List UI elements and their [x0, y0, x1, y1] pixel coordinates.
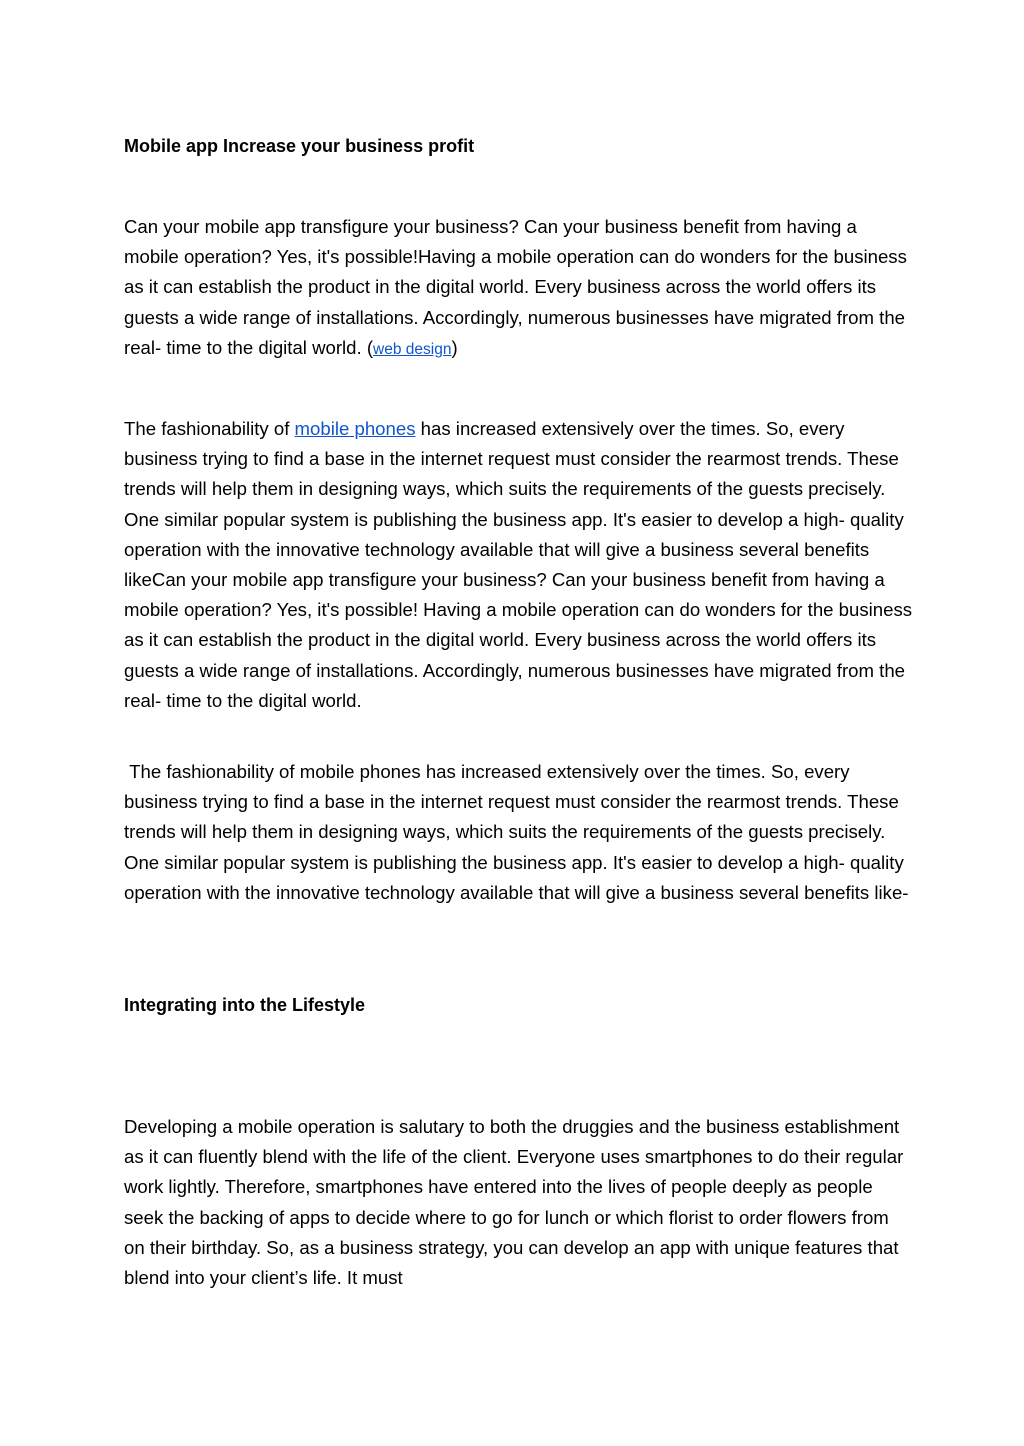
document-title: Mobile app Increase your business profit — [124, 136, 475, 156]
lifestyle-paragraph: Developing a mobile operation is salutary to both the druggies and the business establishment as it can fluently blend with the life of the client. Everyone uses smartphones to do their regular work lightly. Therefore, smartphones have entered into the lives of people deeply as people seek the backing of apps to decide where to go for lunch or which florist to order flowers from on their birthday. So, as a business strategy, you can develop an app with unique features that blend into your client’s life. It must — [124, 1116, 904, 1289]
section-heading-lifestyle: Integrating into the Lifestyle — [124, 995, 366, 1015]
para2-after-link: has increased extensively over the times. So, every business trying to find a base in the internet request must consider the rearmost trends. These trends will help them in designing ways, which suits the requirements of the guests precisely. One similar popular system is publishing the business app. It's easier to develop a high- quality operation with the innovative technology available that will give a business several benefits likeCan your mobile app transfigure your business? Can your business benefit from having a mobile operation? Yes, it's possible! Having a mobile operation can do wonders for the business as it can establish the product in the digital world. Every business across the world offers its guests a wide range of installations. Accordingly, numerous businesses have migrated from the real- time to the digital world. — [124, 418, 913, 711]
mobile-phones-link[interactable]: mobile phones — [294, 418, 416, 439]
fashionability-repeat-paragraph: The fashionability of mobile phones has increased extensively over the times. So, every business trying to find a base in the internet request must consider the rearmost trends. These trends will help them in designing ways, which suits the requirements of the guests precisely. One similar popular system is publishing the business app. It's easier to develop a high- quality operation with the innovative technology available that will give a business several benefits like- — [124, 761, 909, 903]
para2-before-link: The fashionability of — [124, 418, 295, 439]
intro-paragraph — [124, 212, 914, 365]
web-design-link[interactable]: web design — [373, 340, 452, 358]
intro-closing: ) — [451, 336, 458, 358]
intro-text: Can your mobile app transfigure your business? Can your business benefit from having a mobile operation? Yes, it's possible!Having a mobile operation can do wonders for the business as it can establish the product in the digital world. Every business across the world offers its guests a wide range of installations. Accordingly, numerous businesses have migrated from the real- time to the digital world. ( — [124, 216, 907, 358]
fashionability-paragraph — [124, 414, 914, 716]
